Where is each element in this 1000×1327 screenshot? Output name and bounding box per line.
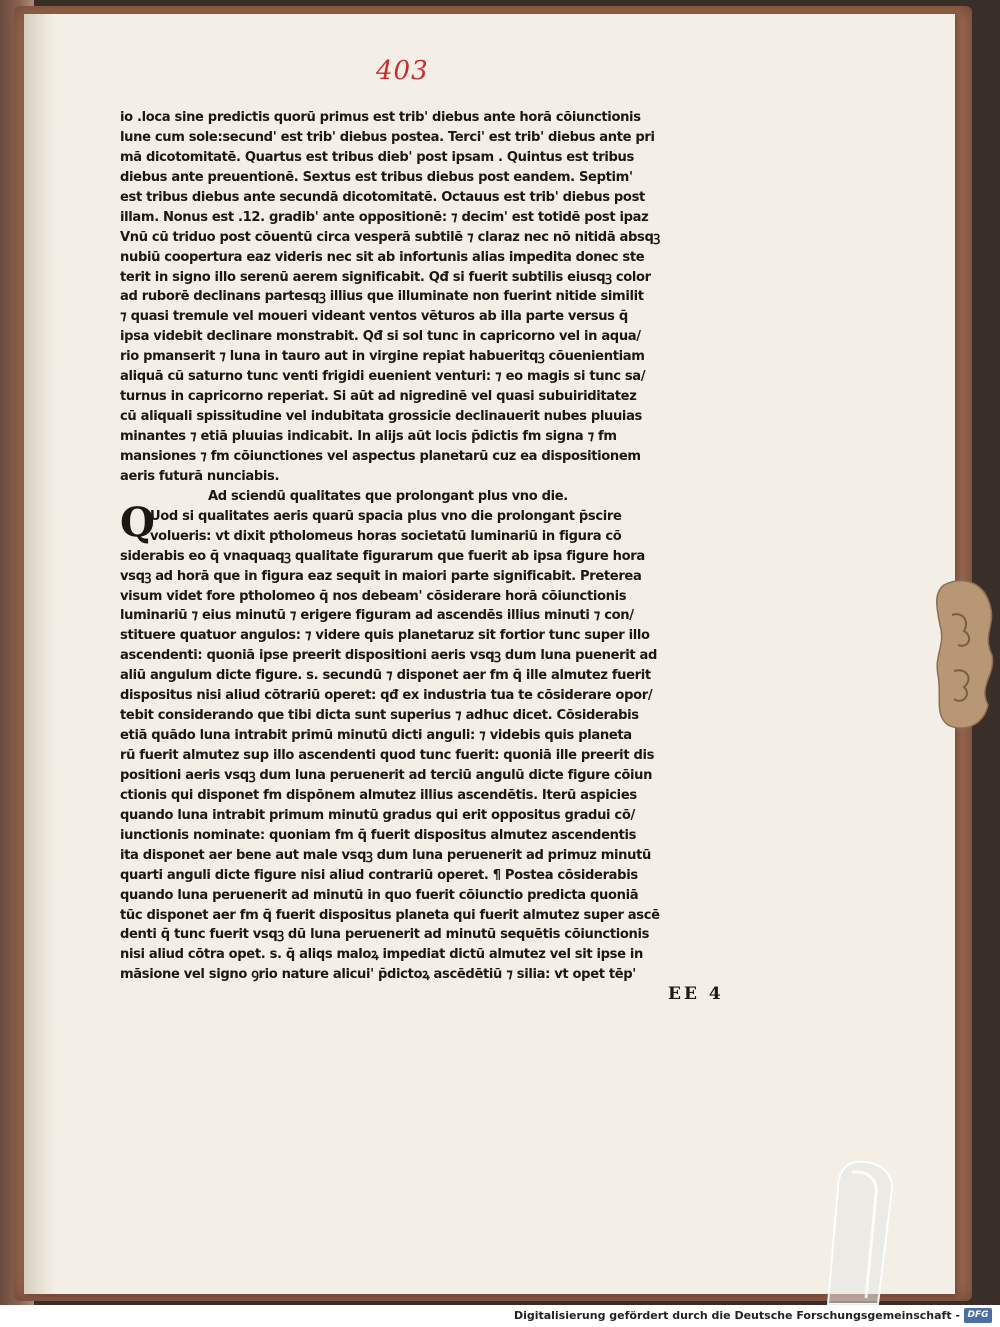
text-line: rū fuerit almutez sup illo ascendenti quod tunc fuerit: quoniā ille preerit dis [120, 748, 655, 763]
text-line: turnus in capricorno reperiat. Si aūt ad nigredinē vel quasi subuiriditatez [120, 389, 637, 405]
text-line: ita disponet aer bene aut male vsqꝫ dum luna peruenerit ad primuz minutū [120, 847, 651, 863]
text-line: ascendenti: quoniā ipse preerit dispositioni aeris vsqꝫ dum luna puenerit ad [120, 648, 658, 664]
text-line: tūc disponet aer fm q̄ fuerit dispositus planeta qui fuerit almutez super ascē [120, 907, 660, 923]
text-line: terit in signo illo serenū aerem significabit. Qđ si fuerit subtilis eiusqꝫ color [120, 269, 651, 285]
text-line: nisi aliud cōtra opet. s. q̄ aliqs maloꝝ impediat dictū almutez vel sit ipse in [120, 947, 643, 963]
text-line: rio pmanserit ⁊ luna in tauro aut in virgine repiat habueritqꝫ cōuenientiam [120, 349, 645, 365]
text-line: visum videt fore ptholomeo q̄ nos debeam' cōsiderare horā cōiunctionis [120, 588, 627, 604]
text-line: mā dicotomitatē. Quartus est tribus dieb' post ipsam . Quintus est tribus [120, 149, 634, 165]
text-line: denti q̄ tunc fuerit vsqꝫ dū luna peruenerit ad minutū sequētis cōiunctionis [120, 927, 650, 943]
text-line: ctionis qui disponet fm dispōnem almutez illius ascendētis. Iterū aspicies [120, 787, 637, 803]
text-line: stituere quatuor angulos: ⁊ videre quis planetaruz sit fortior tunc super illo [120, 628, 650, 644]
text-line: etiā quādo luna intrabit primū minutū dicti anguli: ⁊ videbis quis planeta [120, 728, 632, 744]
text-line: illam. Nonus est .12. gradib' ante oppositionē: ⁊ decim' est totidē post ipaz [120, 209, 649, 225]
signature-mark: EE 4 [668, 984, 724, 1004]
text-line: diebus ante preuentionē. Sextus est tribus diebus post eandem. Septim' [120, 169, 633, 185]
text-line: luminariū ⁊ eius minutū ⁊ erigere figuram ad ascendēs illius minuti ⁊ con/ [120, 608, 634, 624]
section-body [120, 498, 770, 986]
folio-number: 403 [376, 56, 429, 86]
initial-letter: Q [120, 498, 155, 546]
text-line: iunctionis nominate: quoniam fm q̄ fuerit dispositus almutez ascendentis [120, 827, 637, 843]
text-line: ipsa videbit declinare monstrabit. Qđ si sol tunc in capricorno vel in aqua/ [120, 329, 641, 345]
text-line: minantes ⁊ etiā pluuias indicabit. In alijs aūt locis p̄dictis fm signa ⁊ fm [120, 429, 617, 444]
text-line: positioni aeris vsqꝫ dum luna peruenerit ad terciū angulū dicte figure cōiun [120, 767, 653, 783]
text-line: tebit considerando que tibi dicta sunt superius ⁊ adhuc dicet. Cōsiderabis [120, 708, 639, 724]
text-line: nubiū coopertura eaz videris nec sit ab infortunis alias impedita donec ste [120, 249, 645, 265]
dfg-logo: DFG [964, 1308, 992, 1323]
text-line: Uod si qualitates aeris quarū spacia plus vno die prolongant p̄scire [150, 508, 622, 524]
text-line: est tribus diebus ante secundā dicotomitatē. Octauus est trib' diebus post [120, 189, 645, 205]
text-line: io .loca sine predictis quorū primus est trib' diebus ante horā cōiunctionis [120, 110, 641, 125]
page-holder-clip [808, 1158, 898, 1308]
page-gutter-shadow [24, 14, 54, 1294]
wax-seal-fragment [934, 575, 996, 735]
text-line: aliquā cū saturno tunc venti frigidi euenient venturi: ⁊ eo magis si tunc sa/ [120, 369, 646, 385]
text-line: ad ruborē declinans partesqꝫ illius que illuminate non fuerint nitide similit [120, 289, 644, 305]
text-line: quando luna peruenerit ad minutū in quo fuerit cōiunctio predicta quoniā [120, 887, 639, 903]
text-line: cū aliquali spissitudine vel indubitata grossicie declinauerit nubes pluuias [120, 409, 643, 425]
text-line: mansiones ⁊ fm cōiunctiones vel aspectus planetarū cuz ea dispositionem [120, 448, 641, 464]
text-line: siderabis eo q̄ vnaquaqꝫ qualitate figurarum que fuerit ab ipsa figure hora [120, 548, 645, 564]
text-line: aliū angulum dicte figure. s. secundū ⁊ disponet aer fm q̄ ille almutez fuerit [120, 668, 651, 684]
text-line: Vnū cū triduo post cōuentū circa vesperā subtilē ⁊ claraz nec nō nitidā absqꝫ [120, 229, 660, 245]
text-line: aeris futurā nunciabis. [120, 468, 280, 484]
text-line: ⁊ quasi tremule vel moueri videant ventos vēturos ab illa parte versus q̄ [120, 309, 628, 325]
section-heading: Ad sciendū qualitates que prolongant plus vno die. [208, 488, 568, 504]
footer-credit: Digitalisierung gefördert durch die Deutsche Forschungsgemeinschaft - [513, 1309, 960, 1322]
text-line: volueris: vt dixit ptholomeus horas societatū luminariū in figura cō [150, 528, 622, 544]
digitization-footer [0, 1305, 1000, 1327]
text-line: quando luna intrabit primum minutū gradus qui erit oppositus gradui cō/ [120, 807, 635, 823]
text-line: māsione vel signo ꝯrio nature alicui' p̄dictoꝝ ascēdētiū ⁊ silia: vt opet tēp' [120, 967, 636, 983]
text-line: vsqꝫ ad horā que in figura eaz sequit in maiori parte significabit. Preterea [120, 568, 642, 584]
text-line: quarti anguli dicte figure nisi aliud contrariū operet. ¶ Postea cōsiderabis [120, 867, 638, 883]
main-text-block [120, 108, 770, 985]
text-line: dispositus nisi aliud cōtrariū operet: qđ ex industria tua te cōsiderare opor/ [120, 688, 653, 704]
text-line: lune cum sole:secund' est trib' diebus postea. Terci' est trib' diebus ante pri [120, 129, 655, 145]
